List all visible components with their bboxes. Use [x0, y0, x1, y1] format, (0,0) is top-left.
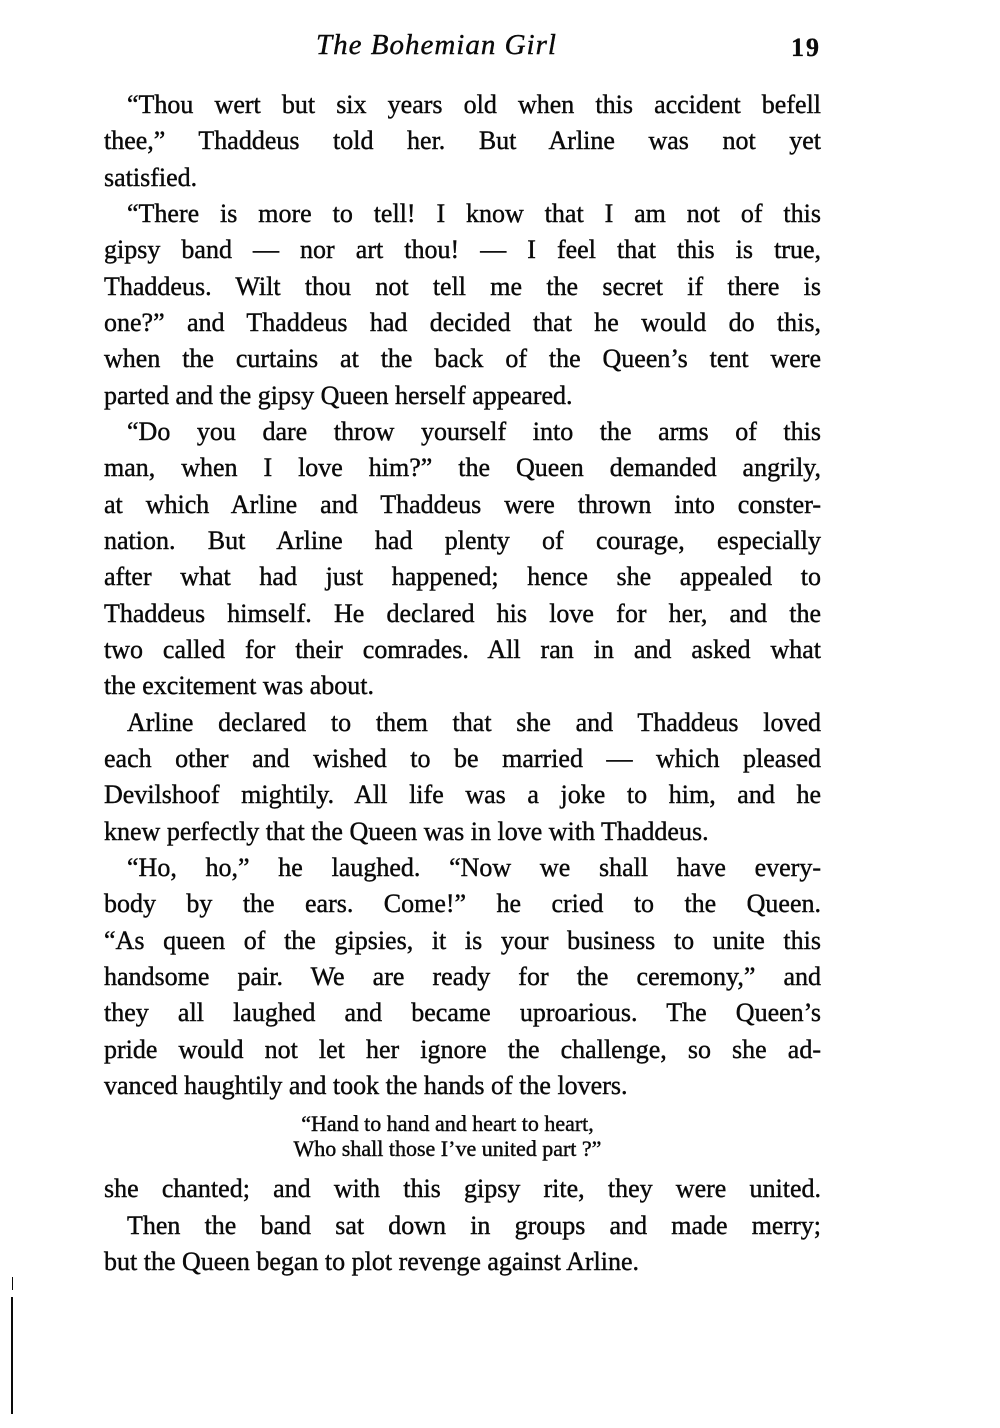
paragraph	[104, 1208, 821, 1281]
text-line: each other and wished to be married — which pleased	[104, 743, 821, 773]
page-body	[104, 87, 821, 1280]
page-title: The Bohemian Girl	[316, 29, 557, 61]
running-head	[104, 29, 821, 65]
paragraph	[104, 196, 821, 414]
text-line: Thaddeus himself. He declared his love for her, and the	[104, 598, 821, 628]
text-line: Thaddeus. Wilt thou not tell me the secret if there is	[104, 271, 821, 301]
text-line: body by the ears. Come!” he cried to the Queen.	[104, 889, 821, 919]
text-line: handsome pair. We are ready for the ceremony,” and	[104, 961, 821, 991]
text-line: after what had just happened; hence she appealed to	[104, 562, 821, 592]
text-line: they all laughed and became uproarious. The Queen’s	[104, 998, 821, 1028]
text-line: two called for their comrades. All ran in and asked what	[104, 634, 821, 664]
text-line: “Thou wert but six years old when this accident befell	[127, 90, 821, 119]
text-line: Devilshoof mightily. All life was a joke to him, and he	[104, 780, 821, 810]
text-line: at which Arline and Thaddeus were thrown into conster-	[104, 489, 821, 519]
text-line: “Ho, ho,” he laughed. “Now we shall have every-	[127, 852, 821, 882]
verse-block	[104, 1111, 791, 1161]
verse-line: Who shall those I’ve united part ?”	[293, 1136, 602, 1162]
scan-edge-artifact	[11, 1297, 13, 1414]
paragraph	[104, 87, 821, 196]
text-line: thee,” Thaddeus told her. But Arline was not yet	[104, 126, 821, 156]
paragraph	[104, 1171, 821, 1207]
text-line: knew perfectly that the Queen was in love with Thaddeus.	[104, 816, 709, 846]
text-line: parted and the gipsy Queen herself appeared.	[104, 380, 573, 410]
text-line: but the Queen began to plot revenge against Arline.	[104, 1246, 640, 1276]
text-line: pride would not let her ignore the challenge, so she ad-	[104, 1034, 821, 1064]
scan-edge-tick	[12, 1277, 13, 1290]
paragraph	[104, 705, 821, 850]
text-line: “As queen of the gipsies, it is your business to unite this	[104, 925, 821, 955]
verse-line: “Hand to hand and heart to heart,	[301, 1111, 594, 1137]
paragraph	[104, 850, 821, 1104]
text-line: “There is more to tell! I know that I am not of this	[127, 198, 821, 228]
text-line: Then the band sat down in groups and made merry;	[127, 1210, 821, 1240]
text-line: man, when I love him?” the Queen demanded angrily,	[104, 453, 821, 483]
text-line: one?” and Thaddeus had decided that he would do this,	[104, 307, 821, 337]
page-number: 19	[791, 33, 821, 62]
text-line: when the curtains at the back of the Queen’s tent were	[104, 344, 821, 374]
text-line: the excitement was about.	[104, 671, 375, 701]
text-line: “Do you dare throw yourself into the arms of this	[127, 416, 821, 446]
text-line: she chanted; and with this gipsy rite, they were united.	[104, 1174, 821, 1204]
text-line: gipsy band — nor art thou! — I feel that this is true,	[104, 235, 821, 265]
text-line: vanced haughtily and took the hands of the lovers.	[104, 1070, 628, 1100]
paragraph	[104, 414, 821, 705]
text-line: satisfied.	[104, 162, 198, 192]
text-line: nation. But Arline had plenty of courage, especially	[104, 525, 821, 555]
text-line: Arline declared to them that she and Thaddeus loved	[127, 707, 821, 737]
